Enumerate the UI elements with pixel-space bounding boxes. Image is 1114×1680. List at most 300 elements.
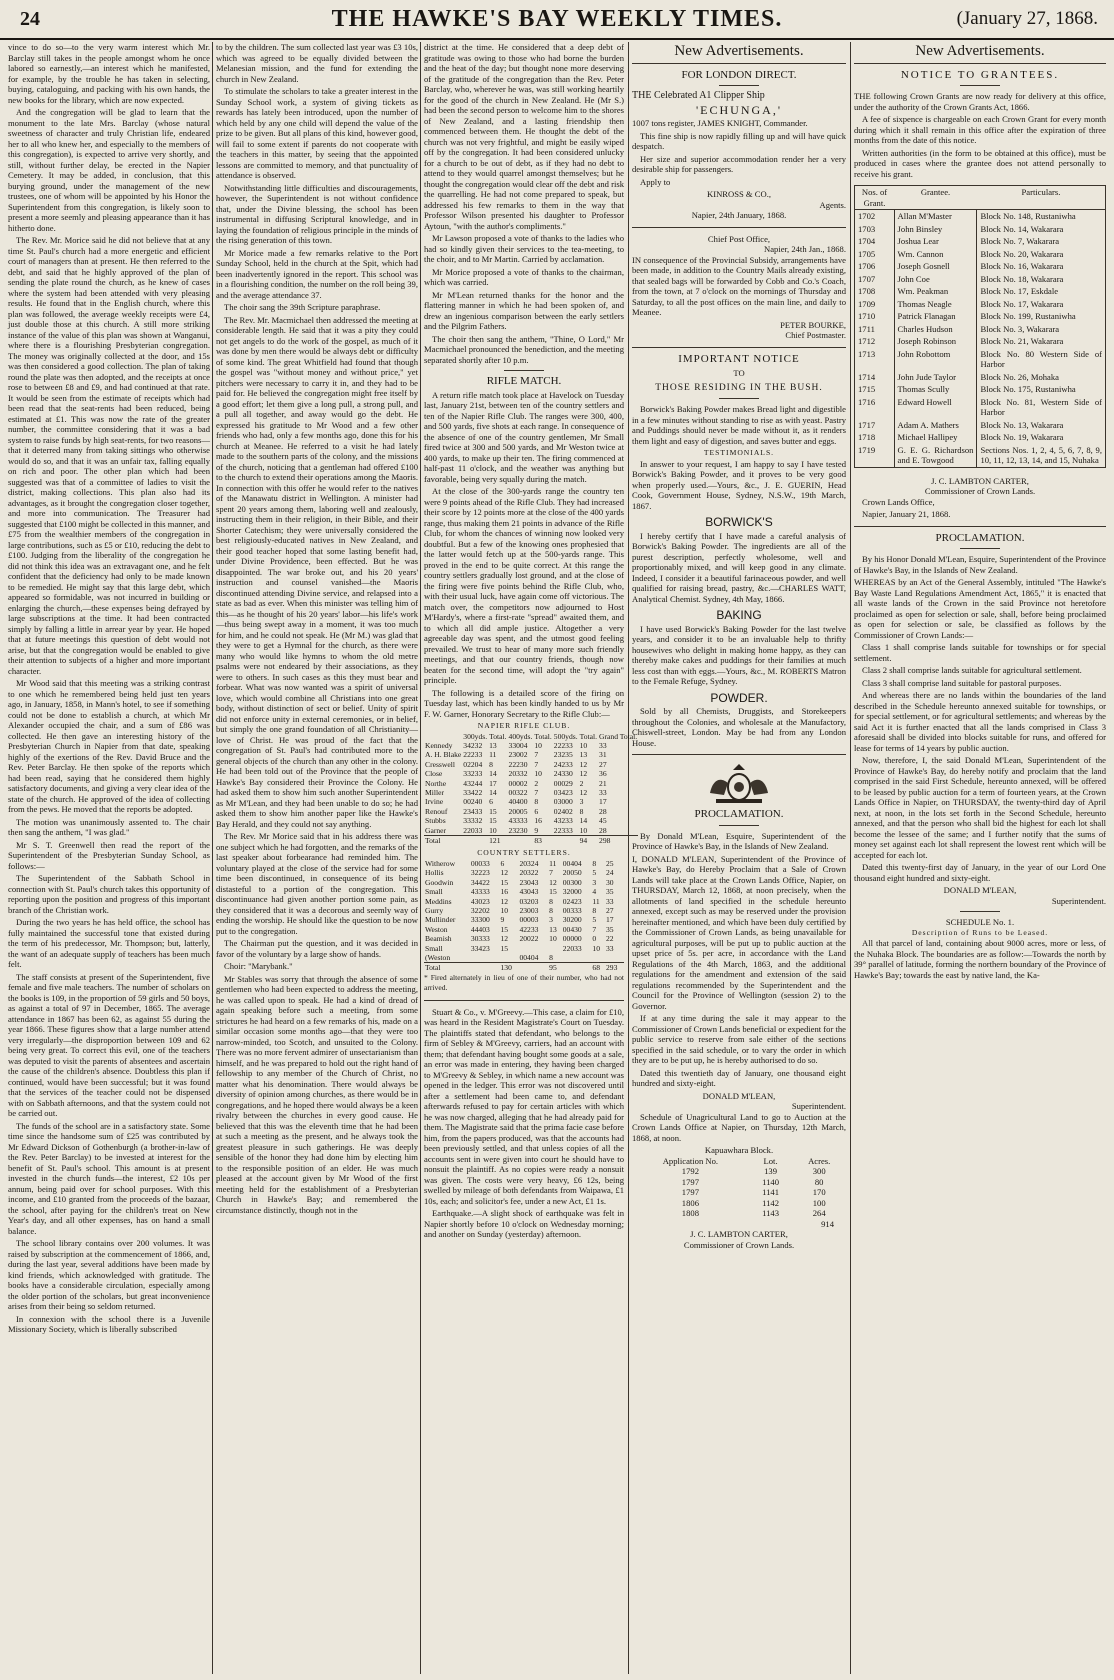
signature-name: DONALD M'LEAN,	[943, 885, 1017, 895]
schedule-row	[632, 1208, 846, 1219]
table-cell: 7	[534, 787, 539, 797]
table-cell: 33422	[463, 787, 483, 797]
table-cell: 30	[605, 877, 614, 887]
table-cell: 45	[599, 816, 607, 826]
table-cell: 33	[599, 787, 607, 797]
divider	[424, 1000, 624, 1001]
ship-name: 'ECHUNGA,'	[696, 102, 782, 117]
signature-name: PETER BOURKE,	[780, 319, 846, 330]
table-cell: 8	[592, 858, 597, 868]
grant-row	[855, 335, 1106, 348]
paragraph: The choir sang the 39th Scripture paraphrase.	[224, 302, 381, 312]
table-cell: 32223	[470, 868, 490, 878]
column-header: Lot.	[763, 1155, 778, 1166]
grant-row	[855, 323, 1106, 336]
paragraph: In connexion with the school there is a Juvenile Missionary Society, which is liberally subscribed	[8, 1313, 210, 1334]
table-cell: 22333	[553, 825, 573, 835]
grant-row	[855, 273, 1106, 286]
table-cell: (Weston	[425, 952, 451, 962]
table-cell: 35	[605, 924, 614, 934]
agent-name: KINROSS & CO.,	[707, 189, 771, 199]
column-header: Acres.	[808, 1155, 831, 1166]
table-cell: Block No. 199, Rustaniwha	[980, 311, 1076, 321]
signature-name: J. C. LAMBTON CARTER,	[931, 475, 1029, 486]
table-cell: 36	[599, 769, 607, 779]
divider	[719, 85, 759, 86]
table-cell: 16	[500, 887, 509, 897]
table-cell: 68	[591, 963, 605, 973]
paragraph: The Rev. Mr. Morice said he did not believe that at any time St. Paul's church had a more energetic and efficient court of managers than at present. He then referred to the debt, and said that he highly approved of the plan of sending the plate round the church, as he knew of cases where the system had been attended with very pleasing results. He found that in the English church, where this plan was followed, the average weekly receipts were £4, just double those at this church. A still more striking instance of the value of this plan was shown at Wanganui, where there is a flourishing Presbyterian congregation. The money was originally collected at the door, and 15s was then considered a good collection. The plan of taking round the plate was then adopted, and the receipts at once rose to between £8 and £9, and had continued at that rate. It would be seen from the estimate of receipts which had been read that the seat-rents had been reduced, being estimated at £1. This was now the rate of the greater number, the committee considering that it was a bad system to raise funds by high seat-rents, for two reasons—that it deterred many from taking sittings who otherwise would do so, and that it was an unfair tax, falling equally on rich and poor. The other plan which had been suggested was that of a committee of ladies to visit the district, making collections. This plan also had its advantages, as it brought the congregation closer together, and more into communication. The Treasurer had suggested that £100 might be collected in this manner, and £75 from the wealthier members of the congregation in large contributions, such as £5 or £10, reducing the debt to £100. Judging from the liberality of the congregation he did not think this idea was an extravagant one, and he felt confident that the deficiency had only to be made known to be remedied. He might say that this large debt, which appeared so formidable, was not incurred in building or enlarging the church,—these expenses being defrayed by large subscriptions at the time. It had been contracted simply by falling a little in arrear year by year. He hoped that at future meetings this question of debt would not arise, but that the congregation would be enabled to give their attention to subjects of a higher and more important character.	[8, 235, 210, 676]
column-4	[632, 42, 846, 1674]
table-cell: 1711	[855, 323, 895, 336]
column-2	[216, 42, 418, 1674]
block-name: Kapuawhara Block.	[704, 1145, 774, 1155]
table-cell: 33004	[508, 740, 528, 750]
table-cell: 14	[489, 787, 497, 797]
divider	[632, 347, 846, 348]
column-header: Grantee.	[894, 186, 977, 210]
schedule-row	[632, 1177, 846, 1188]
table-cell: 8	[592, 905, 597, 915]
paragraph: Stuart & Co., v. M'Greevy.—This case, a claim for £10, was heard in the Resident Magistrate's Court on Tuesday. The plaintiffs stated that defendant, who belongs to the firm of Sebley & M'Greevy, carriers, had an account with them; that defendant having bought some goods at a sale, an error was made in entering, they having been charged to M'Greevy & Sebley, in which name a new account was opened in the ledger. This error was not discovered until after a settlement had been came to, and defendant afterwards refused to pay for certain articles with which he was now charged, alleging that he had already paid for them. The Magistrate said that the prima facie case before him, from the papers produced, was that the accounts had been previously settled, and that unless copies of all the accounts sent in were given into court he should have to nonsuit the plaintiff. As no copies were ready a nonsuit was given. The costs were very heavy, £6 12s, being swelled by mileage of both defendants from Waipawa, £1 10s, each; and solicitor's fee, under a new Act, £1 1s.	[424, 1006, 624, 1206]
table-cell: 33	[605, 943, 614, 953]
paragraph: The Rev. Mr. Macmichael then addressed the meeting at considerable length. He said that it was a pity they could not get angels to do the work of the gospel, as much of it was done by men there would be always debt or difficulty of some kind. The great Whitfield had found that though the gospel was "without money and without price," yet pitchers were necessary to carry it in, and they had to be paid for. He believed the congregation might free itself by a good effort; let them give a long pull, a strong pull, and a pull all together, and away would go the debt. He expressed his gratitude to Mr Wood and a few other friends who had, only a few months ago, done this for his church at Meanee. He referred to a visit he had lately made to the southern parts of the colony, and the missions of the church, noticing that a gentleman had offered £100 to the church to extend their operations among the Maoris. In connection with this offer he would refer to the natives of the Manawatu district in Wellington. A minister had spent 20 years among them, laboring well and zealously, instructing them in their religion, in their Bible, and their Shorter Catechism; they were universally considered the best religiously-educated natives in New Zealand, and their good teacher hoped that some lasting benefit had, under Divine Providence, been effected. But he was disappointed. The war broke out, and his 20 years' instruction and counsel vanished—the Maoris discontinued attending Divine service, and relapsed into a state as bad as ever. When this minister was telling him of this—as he thought of his 20 years' labor—his life's work—thus being swept away in a moment, it was too much for him, and he could not speak. He (Mr M.) was glad that they were to get a Hymnal for the church, as there were many who would like hymns to whom the old metre psalms were not endeared by their associations, as they were to others. In such cases as this they must bear and forbear. What was now wanted was a spirit of universal love, which would combine all Christians into one great body, without distinction of sect or belief. Unity of spirit did not enforce unity in external ceremonies, or in belief, but simply the one grand foundation of all Christianity—love of Christ. He was proud of the fact that the congregation of St. Paul's had contributed more to the general objects of the church than any other in the colony. He had been told out of the Province that the people of Hawke's Bay considered their Province the Colony. He had asked them to show him such another Superintendent as Mr M'Lean, and they had been unable to do so; he had asked them to show him another paper like the Hawke's Bay Herald, and they could not say anything.	[216, 314, 418, 829]
table-cell: 31	[599, 750, 607, 760]
total-row	[424, 963, 624, 973]
table-cell: 11	[549, 858, 557, 868]
score-row	[424, 826, 638, 836]
footnote: * Fired alternately in lieu of one of their number, who had not arrived.	[424, 972, 624, 993]
ad-text: Written authorities (in the form to be obtained at this office), must be produced in cases where the grantee does not attend personally to receive his grant.	[854, 147, 1106, 179]
table-cell: 20332	[508, 769, 528, 779]
ad-text: Class 1 shall comprise lands suitable for townships or for special settlement.	[854, 642, 1106, 663]
table-cell: 1141	[762, 1187, 779, 1197]
paragraph: Mr Morice made a few remarks relative to the Port Sunday School, held in the church at the Spit, which had been inadvertently ignored in the report. This school was in a flourishing condition, the number on the roll being 39, and the average attendance 37.	[216, 247, 418, 300]
table-cell: 300	[812, 1166, 826, 1176]
ad-heading: PROCLAMATION.	[935, 531, 1025, 544]
column-5	[854, 42, 1106, 1674]
table-cell: 13	[489, 740, 497, 750]
paragraph: Mr Stables was sorry that through the absence of some gentlemen who had been expected to address the meeting, he was called upon to speak. He had a kind of dread of again speaking before such a meeting, from some strictures he had heard on a few remarks of his, made on a similar occasion some months ago—that they were too narrow-minded, too Scotch, and unsuited to the Colony. There was no more fervent admirer of unsectarianism than himself, and he was prepared to hold out the right hand of fellowship to any member of the Church of Christ, no matter what his denomination. There would always be diversity of opinion among churches, as there would be in congregations, and he hoped there would always be a keen rivalry between the churches in every good cause. He believed that this was the eleventh time that he had been at such a meeting as the present, and he always took the greatest pleasure in such gatherings. He was deeply sensible of the honor they had done him by electing him to the responsible position of an elder. He was much pleased at the account given by Mr Wood of the first meeting held for the establishment of a Presbyterian Church in Hawke's Bay; and remembered the circumstance distinctly, though not in the	[216, 973, 418, 1215]
signature-role: Chief Postmaster.	[785, 330, 846, 340]
table-cell: 3	[549, 915, 553, 925]
table-cell: 15	[500, 924, 509, 934]
table-cell: Renouf	[425, 806, 448, 816]
table-cell: 7	[592, 924, 597, 934]
paragraph: The Rev. Mr Morice said that in his address there was one subject which he had forgotten, and the remarks of the last speaker about forbearance had reminded him. The voluntary played at the close of the service had for some time been discontinued, in consequence of its being distasteful to a portion of the congregation. This discontinuance had given another portion some pain, as they considered that it was a decorous and seemly way of ending the worship. He should like the question to be now put to the congregation.	[216, 831, 418, 936]
table-cell: 7	[534, 759, 539, 769]
brand-line: BAKING	[716, 608, 762, 622]
table-cell: 8	[549, 905, 553, 915]
paragraph: Mr Morice proposed a vote of thanks to the chairman, which was carried.	[424, 266, 624, 287]
grant-row	[855, 348, 1106, 371]
column-rule	[850, 42, 851, 1674]
table-cell: Wm. Peakman	[894, 285, 977, 298]
table-cell: Witherow	[425, 858, 456, 868]
table-cell: 03000	[553, 797, 573, 807]
table-cell: 12	[579, 787, 588, 797]
table-cell: 23230	[508, 825, 528, 835]
table-cell: 8	[489, 759, 493, 769]
table-cell	[562, 963, 592, 973]
section-title: New Advertisements.	[915, 43, 1045, 59]
schedule-row	[632, 1198, 846, 1209]
signature-role: Superintendent.	[791, 1101, 846, 1111]
table-cell: 16	[534, 816, 542, 826]
ad-date: Napier, 24th January, 1868.	[691, 210, 787, 220]
table-cell	[591, 953, 605, 963]
table-cell: 00002	[508, 778, 528, 788]
table-cell: 80	[814, 1176, 824, 1187]
table-cell: 27	[599, 759, 607, 769]
table-cell: 8	[579, 806, 584, 816]
table-cell: 9	[500, 915, 505, 925]
grant-row	[855, 285, 1106, 298]
table-cell: Total	[424, 835, 462, 845]
table-cell	[470, 953, 500, 963]
table-cell: 1140	[762, 1176, 779, 1187]
table-cell: 1707	[855, 273, 895, 286]
table-cell: 30200	[562, 915, 582, 925]
score-row	[424, 887, 624, 896]
table-cell: Joseph Gosnell	[894, 260, 977, 273]
newspaper-title: THE HAWKE'S BAY WEEKLY TIMES.	[331, 6, 783, 32]
table-cell	[553, 835, 579, 845]
table-cell: Weston	[425, 924, 448, 934]
paragraph: Notwithstanding little difficulties and discouragements, however, the Superintendent is not without confidence that, under the Divine blessing, the school has been instrumental in diffusing Scriptural knowledge, and in laying the foundation of religious principle in the minds of the rising generation of this town.	[216, 182, 418, 245]
table-cell: 8	[534, 797, 539, 807]
divider	[960, 85, 1000, 86]
paragraph: Mr M'Lean returned thanks for the honor and the flattering manner in which he had been spoken of, and drew an ingenious comparison between the early settlers and the Pilgrim Fathers.	[424, 289, 624, 331]
score-row	[424, 741, 638, 750]
ad-heading: NOTICE TO GRANTEES.	[900, 68, 1060, 81]
table-cell: 12	[500, 868, 509, 878]
table-cell: 1792	[681, 1166, 699, 1176]
signature-role: Superintendent.	[1051, 895, 1106, 906]
table-cell: 03203	[519, 896, 539, 906]
grants-table	[854, 185, 1106, 468]
table-cell: Block No. 16, Wakarara	[980, 261, 1064, 271]
table-cell: 2	[534, 778, 539, 788]
table-cell: 23235	[553, 750, 573, 760]
column-header: Total.	[489, 731, 507, 741]
table-cell	[605, 953, 624, 963]
column-header: 500yds.	[553, 731, 578, 741]
score-table-club	[424, 732, 638, 846]
table-cell: 00003	[519, 915, 539, 925]
table-cell: Michael Hallipey	[894, 431, 977, 444]
paragraph: Mr S. T. Greenwell then read the report of the Superintendent of the Presbyterian Sunday School, as follows:—	[8, 839, 210, 871]
table-cell: Sections Nos. 1, 2, 4, 5, 6, 7, 8, 9, 10, 11, 12, 13, 14, and 15, Nuhaka	[980, 444, 1102, 465]
table-cell	[500, 953, 519, 963]
table-cell: 00322	[508, 787, 528, 797]
score-row	[424, 906, 624, 915]
table-cell: Block No. 7, Wakarara	[980, 236, 1060, 246]
table-cell: 14	[579, 816, 588, 826]
table-cell: 83	[533, 835, 552, 845]
grant-row	[855, 444, 1106, 468]
paragraph: The motion was unanimously assented to. The chair then sang the anthem, "I was glad."	[8, 816, 210, 837]
table-cell: 35	[605, 887, 614, 897]
column-rule	[212, 42, 213, 1674]
score-row	[424, 915, 624, 924]
ad-text: By Donald M'Lean, Esquire, Superintendent of the Province of Hawke's Bay, in the Islands of New Zealand.	[632, 830, 846, 851]
table-cell	[462, 835, 488, 845]
ad-text: Borwick's Baking Powder makes Bread light and digestible in a few minutes without standing to rise as with yeast. Pastry and Puddings should never be made without it, as it renders them light and easy of digestion, and saves butter and eggs.	[632, 404, 846, 446]
ad-text: Dated this twenty-first day of January, in the year of our Lord One thousand eight hundred and sixty-eight.	[854, 862, 1106, 883]
table-cell: 00430	[562, 924, 582, 934]
table-cell: 170	[812, 1187, 826, 1197]
table-cell: 22033	[562, 943, 582, 953]
paragraph: The Chairman put the question, and it was decided in favor of the voluntary by a large show of hands.	[216, 938, 418, 959]
table-cell: Joseph Robinson	[894, 335, 977, 348]
table-cell: 27	[605, 905, 614, 915]
table-cell: Kennedy	[425, 740, 453, 750]
paragraph: Mr Wood said that this meeting was a striking contrast to one which he remembered being held just ten years ago, in January, 1858, in Mann's hotel, to see if something could not be done to establish a church, at which Mr Alexander occupied the chair, and a sum of £86 was collected. He then gave an interesting history of the Presbyterian Church in Napier from that date, speaking highly of the exertions of the Rev. David Bruce and the Rev. Peter Barclay. He then spoke of the reports which had been read, saying that he considered them highly satisfactory documents, and giving a very clear idea of the state of the church. He approved of the idea of collecting from the pews. He moved that the reports be adopted.	[8, 678, 210, 814]
paragraph: The staff consists at present of the Superintendent, five female and five male teachers. The number of scholars on the books is 109, in the proportion of 59 girls and 50 boys, as against a total of 97 in December, 1865. The average attendance in 1867 has been 62, as against 55 during the year 1866. These figures show that a large number attend very irregularly—the disproportion between 109 and 62 being very great. To correct this evil, one of the teachers was deputed to visit the parents of absentees and ascertain the cause of the children's absence. Doubtless this plan if continued, would have been successful; but it was found that the services of the teacher could not be dispensed with on Sabbath afternoons, and that the system could not be carried out.	[8, 971, 210, 1118]
table-cell: Gurry	[425, 905, 444, 915]
table-cell: 100	[812, 1197, 826, 1208]
table-cell: 33233	[463, 769, 483, 779]
signature-role: Commissioner of Crown Lands.	[683, 1239, 795, 1250]
table-cell: 13	[579, 750, 588, 760]
table-cell: 15	[500, 943, 509, 953]
table-cell: 10	[579, 740, 588, 750]
paragraph: The following is a detailed score of the firing on Tuesday last, which has been kindly handed to us by Mr F. W. Garner, Honorary Secretary to the Rifle Club:—	[424, 687, 624, 719]
score-row	[424, 779, 638, 788]
table-cell: Block No. 175, Rustaniwha	[980, 384, 1076, 394]
divider	[719, 398, 759, 399]
table-cell: 15	[489, 816, 497, 826]
table-cell: 33332	[463, 816, 483, 826]
ad-text: All that parcel of land, containing about 9000 acres, more or less, of the Nuhaka Block. The boundaries are as follow:—Towards the north by 39° parallel of latitude, forming the northern boundary of the Province of Hawke's Bay; towards the east by native land, the Ka-	[854, 938, 1106, 980]
table-cell: 25	[605, 858, 614, 868]
table-cell: Allan M'Master	[894, 210, 977, 223]
table-cell: 10	[500, 905, 509, 915]
schedule-row	[632, 1166, 846, 1177]
table-cell: 02423	[562, 896, 582, 906]
table-cell: 33	[599, 740, 607, 750]
table-cell: 33300	[470, 915, 490, 925]
ad-text: In answer to your request, I am happy to say I have tested Borwick's Baking Powder, and it proves to be very good when properly used.—Yours, &c., J. E. GUERIN, Head Cook, Government House, Sydney, N.S.W., 19th March, 1867.	[632, 458, 846, 511]
table-cell: Charles Hudson	[894, 323, 977, 336]
signature-name: J. C. LAMBTON CARTER,	[690, 1229, 788, 1239]
paragraph: The school library contains over 200 volumes. It was raised by subscription at the commencement of 1866, and, during the last year, several additions have been made by kind friends, which acknowledged with gratitude. The books have a considerable circulation, especially among the older portion of the scholars, but great inconvenience arises from their being so seldom returned.	[8, 1238, 210, 1311]
ad-text: I, DONALD M'LEAN, Superintendent of the Province of Hawke's Bay, do Hereby Proclaim that a Sale of Crown Lands will take place at the Crown Lands Office, Napier, on THURSDAY, March 12, 1868, at noon precisely, when the allotments of land specified in the schedule hereunto annexed, except such as may be reserved under the provision hereinafter mentioned, and which have been duly certified by the Commissioner of Crown Lands, as being unavailable for agricultural purposes, will be put up to public auction at the upset price of 5s. per acre, in accordance with the Land Regulations of the 4th March, 1863, and the additional regulations for the amendment and extension of the said regulations recommended by the Superintendent and the Council for the Province of Wellington (session 2) to the Governor.	[632, 853, 846, 1011]
table-cell: 8	[549, 896, 553, 906]
score-row	[424, 769, 638, 778]
table-caption: NAPIER RIFLE CLUB.	[477, 721, 571, 730]
table-cell: 121	[488, 835, 507, 845]
table-cell: Block No. 20, Wakarara	[980, 248, 1064, 259]
table-cell: Block No. 17, Wakarara	[980, 298, 1064, 309]
table-cell: Miller	[425, 787, 444, 797]
divider	[632, 227, 846, 228]
table-cell: 298	[598, 835, 638, 845]
table-cell: John Robottom	[894, 348, 977, 371]
score-row	[424, 897, 624, 906]
table-cell	[548, 944, 562, 953]
column-rule	[628, 42, 629, 1674]
grant-row	[855, 383, 1106, 396]
ad-text: WHEREAS by an Act of the General Assembly, intituled "The Hawke's Bay Waste Land Regulations Amendment Act, 1865," it is enacted that all waste lands of the Crown in the said Province not heretofore proclaimed as open for selection or sale, shall, before being proclaimed as open for selection or sale, be classified as follows by the Commissioner of Crown Lands:—	[854, 577, 1106, 640]
table-cell: 43023	[470, 896, 490, 906]
table-cell: 43043	[519, 887, 539, 897]
table-cell: 30333	[470, 934, 490, 944]
page-number: 24	[20, 8, 40, 30]
ad-text: And whereas there are no lands within the boundaries of the land described in the Schedule hereunto annexed suitable for townships, or for special settlement, or for agricultural settlements; and whereas by the said Act it is further enacted that all the lands comprised in Class 3 aforesaid shall be divided into blocks suitable for runs, and offered for lease for terms of 14 years by public auction.	[854, 690, 1106, 753]
table-cell: 00404	[562, 858, 582, 868]
score-row	[424, 788, 638, 797]
ad-heading: TO	[733, 368, 745, 378]
table-cell	[470, 963, 500, 973]
table-cell: 7	[549, 868, 553, 878]
table-cell: 1710	[855, 310, 895, 323]
table-cell: 1703	[855, 223, 895, 236]
table-cell: 02402	[553, 806, 573, 816]
paragraph: vince to do so—to the very warm interest which Mr. Barclay still takes in the people amongst whom he once labored so earnestly,—an interest which he manifested, for example, by the trouble he has taken in selecting, buying, cataloguing, and packing with his own hands, the new books for the library, which are now expected.	[8, 42, 210, 105]
ad-text: Her size and superior accommodation render her a very desirable ship for passengers.	[632, 153, 846, 174]
table-cell: 21	[599, 778, 607, 788]
table-cell: 1712	[855, 335, 895, 348]
table-cell: 1718	[855, 431, 895, 444]
table-cell: 17	[599, 797, 607, 807]
table-cell: 34422	[470, 877, 490, 887]
ad-text: Agents.	[819, 199, 846, 210]
grant-row	[855, 419, 1106, 432]
table-cell: 5	[592, 868, 597, 878]
table-cell: Mullinder	[425, 915, 456, 925]
table-cell: 20050	[562, 868, 582, 878]
table-cell: 22233	[463, 750, 483, 760]
table-cell: 3	[579, 797, 584, 807]
table-cell: 10	[489, 825, 497, 835]
table-cell: Garner	[425, 825, 447, 835]
table-cell: 1806	[681, 1197, 699, 1208]
signature-role: Commissioner of Crown Lands.	[924, 486, 1036, 496]
table-cell: 1719	[855, 444, 895, 468]
score-row	[424, 953, 624, 963]
grant-row	[855, 298, 1106, 311]
table-cell: 130	[500, 963, 519, 973]
table-cell: 1797	[681, 1187, 699, 1197]
table-cell: 13	[549, 924, 557, 934]
ad-text: By his Honor Donald M'Lean, Esquire, Superintendent of the Province of Hawke's Bay, in the Islands of New Zealand.	[854, 554, 1106, 575]
table-cell: 1709	[855, 298, 895, 311]
table-cell: Small	[425, 943, 443, 953]
grant-row	[855, 235, 1106, 248]
table-cell: 14	[489, 769, 497, 779]
column-header: 400yds.	[508, 731, 533, 741]
table-cell: Block No. 3, Wakarara	[980, 323, 1060, 334]
table-cell: 00300	[562, 877, 582, 887]
table-cell: 32202	[470, 905, 490, 915]
table-cell: 4	[592, 887, 597, 897]
table-cell: 10	[534, 769, 542, 779]
table-cell: 00033	[470, 858, 490, 868]
table-cell: Block No. 18, Wakarara	[980, 273, 1064, 284]
table-cell: A. H. Blake	[425, 750, 462, 760]
table-cell: Stubbs	[425, 816, 446, 826]
score-row	[424, 807, 638, 816]
table-cell: 32000	[562, 887, 582, 897]
column-header: Total.	[579, 731, 598, 741]
table-cell: Thomas Neagle	[894, 298, 977, 311]
divider	[632, 754, 846, 755]
grant-row	[855, 371, 1106, 384]
table-cell: 00404	[519, 952, 539, 962]
table-cell: 42233	[519, 924, 539, 934]
table-cell: Meddins	[425, 896, 452, 906]
signature-name: DONALD M'LEAN,	[702, 1090, 776, 1101]
table-cell: Irvine	[425, 797, 444, 807]
ad-heading: THOSE RESIDING IN THE BUSH.	[655, 382, 823, 393]
score-row	[424, 934, 624, 943]
table-cell: 3	[592, 877, 597, 887]
paragraph: The choir then sang the anthem, "Thine, O Lord," Mr Macmichael pronounced the benediction, and the meeting separated shortly after 10 p.m.	[424, 333, 624, 365]
table-cell: Block No. 81, Western Side of Harbor	[980, 396, 1102, 417]
paragraph: At the close of the 300-yards range the country ten were 9 points ahead of the Rifle Club. They had increased their score by 12 points more at the close of the 400 yards range, thus making them 21 points in advance of the Rifle Club, for whom the chances of winning now looked very doubtful. But a few of the knowing ones prophesied that the latter would fetch up at the 500-yards range. This proved in the end to be quite correct. At this range the country settlers gradually lost ground, and at the close of the firing were five points behind the Rifle Club, who, with their usual luck, have again come off victorious. The match over, the competitors now adjourned to Host M'Hardy's, where a first-rate "spread" awaited them, and to which all did ample justice. Altogether a very agreeable day was spent, and the utmost good feeling prevailed. We trust to hear of many more such friendly meetings, and that our country friends, though now beaten for the second time, will adopt the "try again" principle.	[424, 486, 624, 685]
table-cell: Close	[425, 769, 443, 779]
table-cell: Thomas Scully	[894, 383, 977, 396]
table-cell: Block No. 13, Wakarara	[980, 419, 1064, 430]
schedule-subheading: Description of Runs to be Leased.	[911, 927, 1049, 937]
table-cell: 22233	[553, 740, 573, 750]
table-cell: 24	[605, 868, 614, 878]
schedule-row	[632, 1187, 846, 1198]
score-row	[424, 944, 624, 953]
table-cell: 1714	[855, 371, 895, 384]
table-cell: 1142	[762, 1197, 779, 1208]
table-cell: 12	[549, 877, 557, 887]
table-cell: 5	[592, 915, 597, 925]
ad-text: Chief Post Office,	[707, 233, 771, 244]
table-cell: 02204	[463, 759, 483, 769]
table-cell: 22230	[508, 759, 528, 769]
divider	[632, 63, 846, 64]
table-cell: 34232	[463, 740, 483, 750]
score-row	[424, 878, 624, 887]
table-cell: 12	[579, 759, 588, 769]
table-cell: 7	[534, 750, 539, 760]
score-table-settlers	[424, 859, 624, 973]
table-cell: 1713	[855, 348, 895, 371]
table-cell: 20322	[519, 868, 539, 878]
table-cell: 11	[489, 750, 497, 760]
column-rule	[420, 42, 421, 1674]
grant-row	[855, 310, 1106, 323]
ad-text: Sold by all Chemists, Druggists, and Storekeepers throughout the Colonies, and wholesale at the Manufactory, Chiswell-street, London. May be had from any London House.	[632, 706, 846, 748]
table-cell: 23043	[519, 877, 539, 887]
grant-row	[855, 396, 1106, 419]
table-cell: 33423	[470, 943, 490, 953]
paragraph: A return rifle match took place at Havelock on Tuesday last, January 21st, between ten of the country settlers and ten of the Napier Rifle Club. The ranges were 300, 400, and 500 yards, five shots at each range. In consequence of the absence of one of the country gentlemen, Mr Small fired twice at 300 and 500 yards, and Mr Weston twice at 400 yards, to make up their ten. The firing commenced at half-past 11 o'clock, and the weather was anything but favorable, being very squally during the match.	[424, 389, 624, 484]
table-cell: Northe	[425, 778, 447, 788]
paragraph: Mr Lawson proposed a vote of thanks to the ladies who had so kindly given their services to the tea-meeting, to the choir, and to Mr Martin. Carried by acclamation.	[424, 233, 624, 264]
paragraph: to by the children. The sum collected last year was £3 10s, which was agreed to be equally divided between the Melanesian mission, and the fund for extending the church in New Zealand.	[216, 42, 418, 84]
divider	[719, 825, 759, 826]
table-cell: 1797	[681, 1176, 699, 1187]
table-cell: 40400	[508, 797, 528, 807]
table-cell: 00333	[562, 905, 582, 915]
score-row	[424, 760, 638, 769]
table-cell: 10	[579, 825, 588, 835]
table-cell: Adam A. Mathers	[894, 419, 977, 432]
schedule-total: 914	[821, 1218, 834, 1229]
table-cell: 17	[605, 915, 614, 925]
ad-text: This fine ship is now rapidly filling up and will have quick despatch.	[632, 130, 846, 151]
table-cell: 10	[549, 934, 557, 944]
